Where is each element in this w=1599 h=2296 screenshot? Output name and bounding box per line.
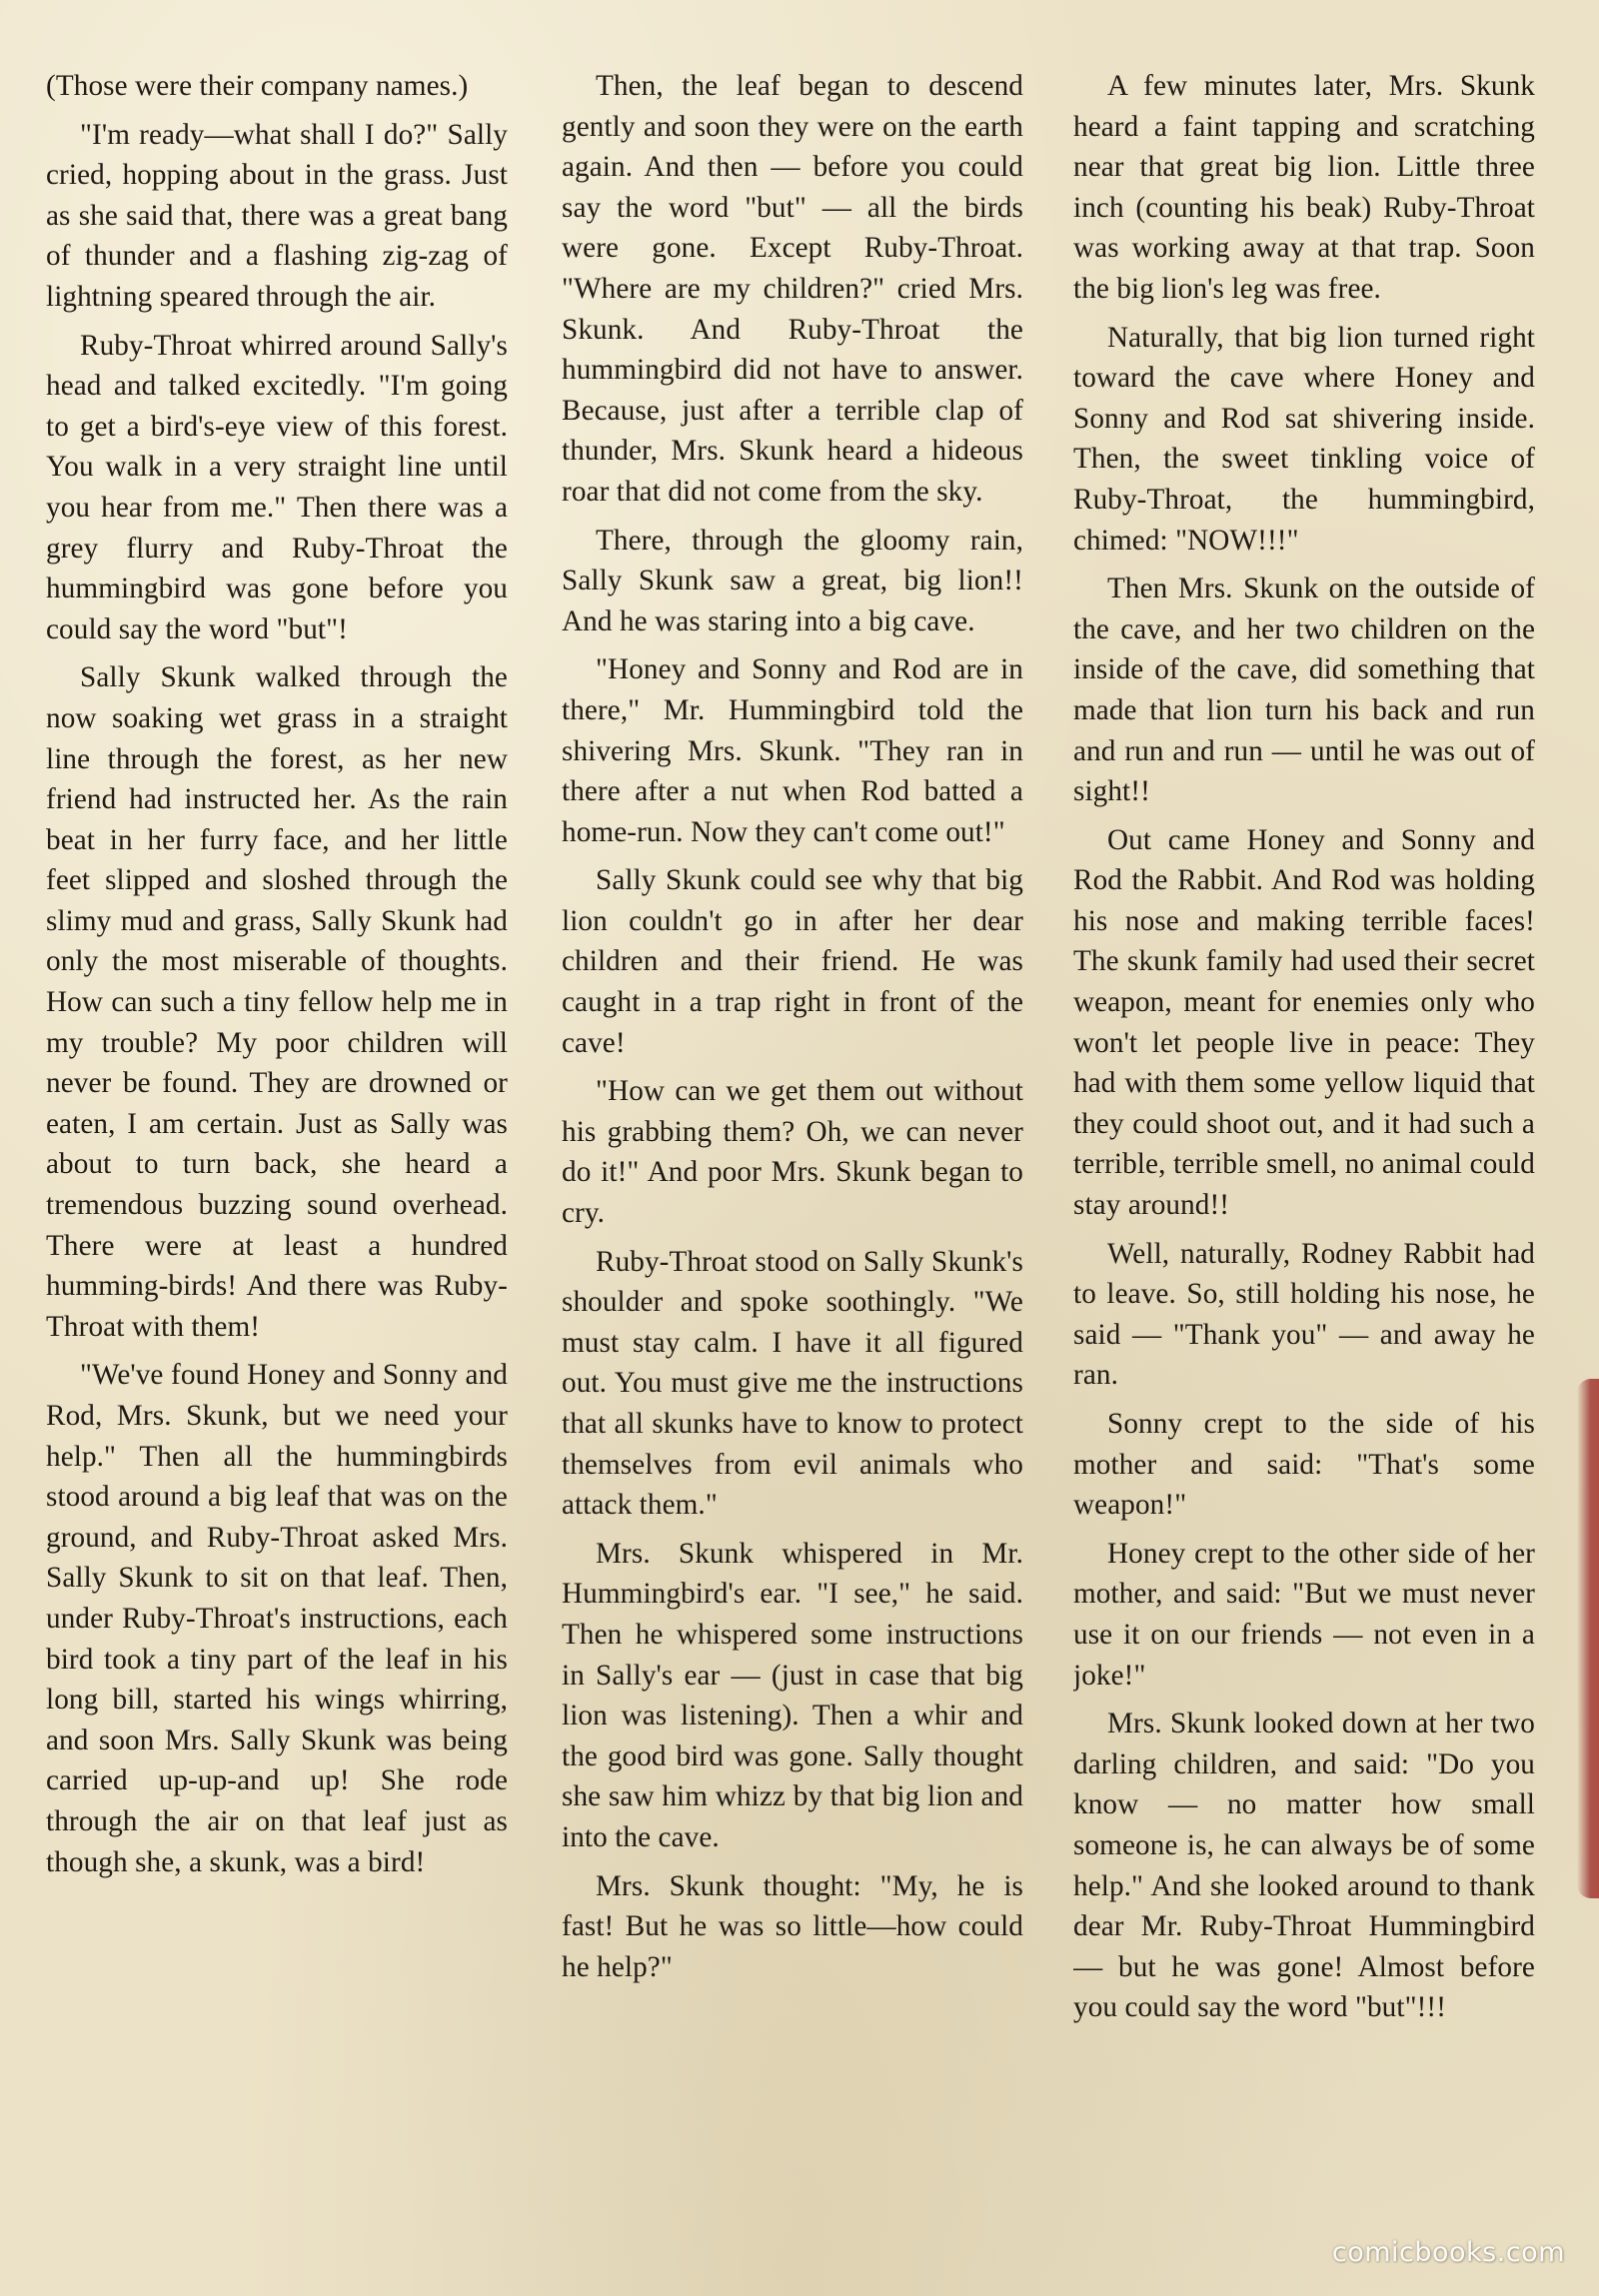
paragraph: Out came Honey and Sonny and Rod the Rabbit. And Rod was holding his nose and making terrible faces! The skunk family had used their secret weapon, meant for enemies only who won't let people live in peace: They had with them some yellow liquid that they could shoot out, and it had such a terrible, terrible smell, no animal could stay around!! (1073, 823, 1535, 1222)
paragraph: There, through the gloomy rain, Sally Skunk saw a great, big lion!! And he was staring into a big cave. (562, 524, 1023, 637)
paragraph: "How can we get them out without his grabbing them? Oh, we can never do it!" And poor Mrs. Skunk began to cry. (562, 1075, 1023, 1230)
paragraph: (Those were their company names.) (46, 70, 469, 102)
paragraph: Mrs. Skunk whispered in Mr. Hummingbird's ear. "I see," he said. Then he whispered some instructions in Sally's ear — (just in case that big lion was listening). Then a whir and the good bird was gone. Sally thought she saw him whizz by that big lion and into the cave. (562, 1537, 1023, 1853)
paragraph: Mrs. Skunk thought: "My, he is fast! But he was so little—how could he help?" (562, 1869, 1023, 1983)
paragraph: "I'm ready—what shall I do?" Sally cried, hopping about in the grass. Just as she said that, there was a great bang of thunder and a flashing zig-zag of lightning speared through the air. (46, 118, 508, 313)
text-column-right (1073, 66, 1535, 2224)
paragraph: Sally Skunk walked through the now soaking wet grass in a straight line through the forest, as her new friend had instructed her. As the rain beat in her furry face, and her little feet slipped and sloshed through the slimy mud and grass, Sally Skunk had only the most miserable of thoughts. How can such a tiny fellow help me in my trouble? My poor children will never be found. They are drowned or eaten, I am certain. Just as Sally was about to turn back, she heard a tremendous buzzing sound overhead. There were at least a hundred humming-birds! And there was Ruby-Throat with them! (46, 661, 508, 1343)
paragraph: Ruby-Throat stood on Sally Skunk's shoulder and spoke soothingly. "We must stay calm. I have it all figured out. You must give me the instructions that all skunks have to know to protect themselves from evil animals who attack them." (562, 1245, 1023, 1522)
paragraph: Ruby-Throat whirred around Sally's head and talked excitedly. "I'm going to get a bird's-eye view of this forest. You walk in a very straight line until you hear from me." Then there was a grey flurry and Ruby-Throat the hummingbird was gone before you could say the word "but"! (46, 329, 508, 645)
paragraph: Then Mrs. Skunk on the outside of the cave, and her two children on the inside of the cave, did something that made that lion turn his back and run and run and run — until he was out of sight!! (1073, 573, 1535, 808)
text-column-left (46, 66, 508, 2224)
text-column-middle (562, 66, 1023, 2224)
paragraph: "Honey and Sonny and Rod are in there," Mr. Hummingbird told the shivering Mrs. Skunk. "They ran in there after a nut when Rod batted a home-run. Now they can't come out!" (562, 653, 1023, 848)
paragraph: Mrs. Skunk looked down at her two darling children, and said: "Do you know — no matter how small someone is, he can always be of some help." And she looked around to thank dear Mr. Ruby-Throat Hummingbird — but he was gone! Almost before you could say the word "but"!!! (1073, 1708, 1535, 2024)
paragraph: Honey crept to the other side of her mother, and said: "But we must never use it on our friends — not even in a joke!" (1073, 1537, 1535, 1692)
paragraph: A few minutes later, Mrs. Skunk heard a faint tapping and scratching near that great big lion. Little three inch (counting his beak) Ruby-Throat was working away at that trap. Soon the big lion's leg was free. (1073, 70, 1535, 305)
paragraph: Sally Skunk could see why that big lion couldn't go in after her dear children and their friend. He was caught in a trap right in front of the cave! (562, 864, 1023, 1059)
page-edge-shadow (1577, 1379, 1599, 1898)
paragraph: Sonny crept to the side of his mother and said: "That's some weapon!" (1073, 1408, 1535, 1522)
site-watermark: comicbooks.com (1331, 2237, 1565, 2268)
paragraph: Naturally, that big lion turned right toward the cave where Honey and Sonny and Rod sat shivering inside. Then, the sweet tinkling voice of Ruby-Throat, the hummingbird, chimed: "NOW!!!" (1073, 321, 1535, 557)
paragraph: Well, naturally, Rodney Rabbit had to leave. So, still holding his nose, he said — "Thank you" — and away he ran. (1073, 1237, 1535, 1392)
paragraph: Then, the leaf began to descend gently and soon they were on the earth again. And then — before you could say the word "but" — all the birds were gone. Except Ruby-Throat. "Where are my children?" cried Mrs. Skunk. And Ruby-Throat the hummingbird did not have to answer. Because, just after a terrible clap of thunder, Mrs. Skunk heard a hideous roar that did not come from the sky. (562, 70, 1023, 508)
paragraph: "We've found Honey and Sonny and Rod, Mrs. Skunk, but we need your help." Then all the hummingbirds stood around a big leaf that was on the ground, and Ruby-Throat asked Mrs. Sally Skunk to sit on that leaf. Then, under Ruby-Throat's instructions, each bird took a tiny part of the leaf in his long bill, started his wings whirring, and soon Mrs. Sally Skunk was being carried up-up-and up! She rode through the air on that leaf just as though she, a skunk, was a bird! (46, 1359, 508, 1878)
